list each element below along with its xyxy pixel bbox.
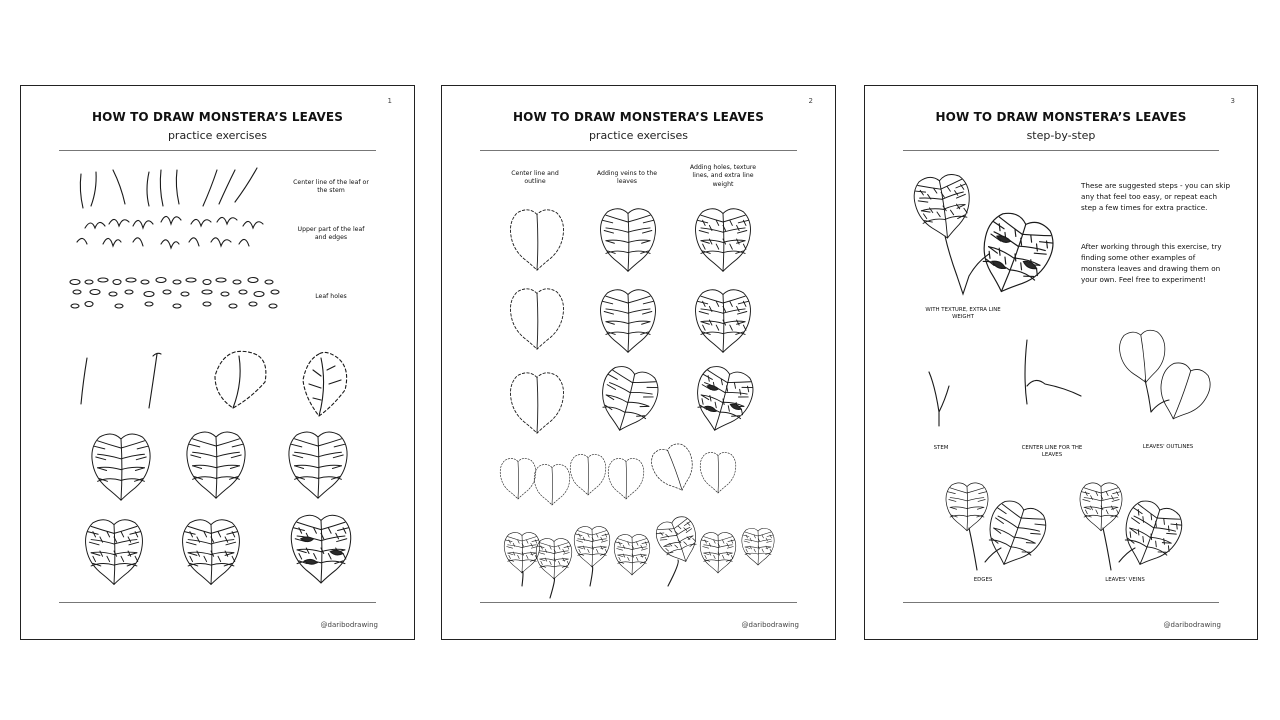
- credit-handle: @daribodrawing: [741, 621, 799, 629]
- caption-texture: WITH TEXTURE, EXTRA LINE WEIGHT: [925, 307, 1001, 321]
- worksheet-page-1: [20, 85, 415, 640]
- intro-paragraph: These are suggested steps - you can skip any that feel too easy, or repeat each step a few times for extra practice.: [1081, 181, 1231, 213]
- caption-veins: LEAVES' VEINS: [1105, 577, 1145, 583]
- outro-paragraph: After working through this exercise, try finding some other examples of monstera leaves and drawing them on your own. Feel free to experiment!: [1081, 242, 1222, 285]
- worksheet-page-3: [864, 85, 1258, 640]
- footer-divider: [903, 602, 1219, 603]
- column-header-outline: Center line and outline: [511, 170, 559, 186]
- page-subtitle: practice exercises: [588, 129, 689, 142]
- monstera-leaf-drawing: [696, 209, 751, 272]
- label-upper-part: Upper part of the leaf and edges: [297, 226, 365, 242]
- stage-drawings: [81, 351, 347, 416]
- page-title: HOW TO DRAW MONSTERA’S LEAVES: [92, 110, 343, 124]
- monstera-leaf-drawing: [696, 290, 751, 353]
- monstera-leaf-drawing: [608, 458, 644, 498]
- page-title: HOW TO DRAW MONSTERA’S LEAVES: [935, 110, 1187, 124]
- caption-stem: STEM: [933, 445, 949, 451]
- label-center-line: Center line of the leaf or the stem: [293, 179, 369, 195]
- page-number: 2: [808, 97, 813, 105]
- label-leaf-holes: Leaf holes: [315, 293, 347, 300]
- step-drawings: [865, 86, 1259, 641]
- monstera-leaf-drawing: [504, 532, 540, 572]
- monstera-leaf-drawing: [500, 458, 536, 498]
- monstera-leaf-drawing: [978, 496, 1051, 574]
- page-subtitle: practice exercises: [167, 129, 268, 142]
- monstera-leaf-drawing: [700, 532, 736, 572]
- caption-edges: EDGES: [973, 577, 993, 583]
- footer-divider: [59, 602, 376, 603]
- caption-center-line: CENTER LINE FOR THE LEAVES: [1021, 445, 1083, 459]
- page-number: 3: [1230, 97, 1235, 105]
- leaf-hole-strokes: [70, 278, 279, 309]
- monstera-leaf-drawing: [289, 432, 347, 498]
- monstera-leaf-drawing: [969, 207, 1059, 303]
- page-subtitle: step-by-step: [1026, 129, 1096, 142]
- monstera-leaf-drawing: [534, 464, 570, 504]
- credit-handle: @daribodrawing: [1163, 621, 1221, 629]
- monstera-leaf-drawing: [1080, 483, 1122, 531]
- monstera-leaf-drawing: [614, 534, 650, 574]
- monstera-leaf-drawing: [536, 538, 572, 578]
- monstera-leaf-drawing: [510, 373, 563, 433]
- page-number: 1: [387, 97, 392, 105]
- monstera-leaf-drawing: [291, 515, 350, 583]
- monstera-leaf-drawing: [601, 209, 656, 272]
- footer-divider: [480, 602, 797, 603]
- monstera-leaf-drawing: [688, 363, 757, 438]
- page-title: HOW TO DRAW MONSTERA’S LEAVES: [513, 110, 764, 124]
- monstera-leaf-drawing: [742, 528, 774, 565]
- monstera-leaf-drawing: [700, 452, 736, 492]
- veined-leaves: [504, 209, 774, 598]
- monstera-leaf-drawing: [92, 434, 150, 500]
- caption-outlines: LEAVES' OUTLINES: [1142, 444, 1194, 450]
- monstera-leaf-drawing: [1114, 496, 1187, 574]
- monstera-leaf-drawing: [510, 210, 563, 270]
- leaf-top-strokes: [77, 216, 263, 248]
- monstera-leaf-drawing: [86, 520, 143, 585]
- exercise-drawings: [442, 86, 837, 641]
- outline-leaves: [500, 210, 736, 505]
- monstera-leaf-drawing: [601, 290, 656, 353]
- exercise-drawings: [21, 86, 416, 641]
- monstera-leaf-drawing: [574, 526, 610, 566]
- monstera-leaf-drawing: [946, 483, 988, 531]
- worksheet-page-2: [441, 85, 836, 640]
- column-header-veins: Adding veins to the leaves: [596, 170, 658, 186]
- monstera-leaf-drawing: [183, 520, 240, 585]
- monstera-leaf-drawing: [570, 454, 606, 494]
- monstera-leaf-drawing: [1150, 359, 1214, 427]
- monstera-leaf-drawing: [187, 432, 245, 498]
- monstera-leaf-drawing: [912, 172, 975, 242]
- column-header-holes: Adding holes, texture lines, and extra line weight: [689, 164, 757, 188]
- stem-strokes: [80, 168, 257, 208]
- monstera-leaf-drawing: [593, 363, 662, 438]
- credit-handle: @daribodrawing: [320, 621, 378, 629]
- monstera-leaf-drawing: [1118, 329, 1168, 385]
- leaf-grid: [86, 432, 351, 584]
- monstera-leaf-drawing: [648, 440, 701, 497]
- monstera-leaf-drawing: [510, 289, 563, 349]
